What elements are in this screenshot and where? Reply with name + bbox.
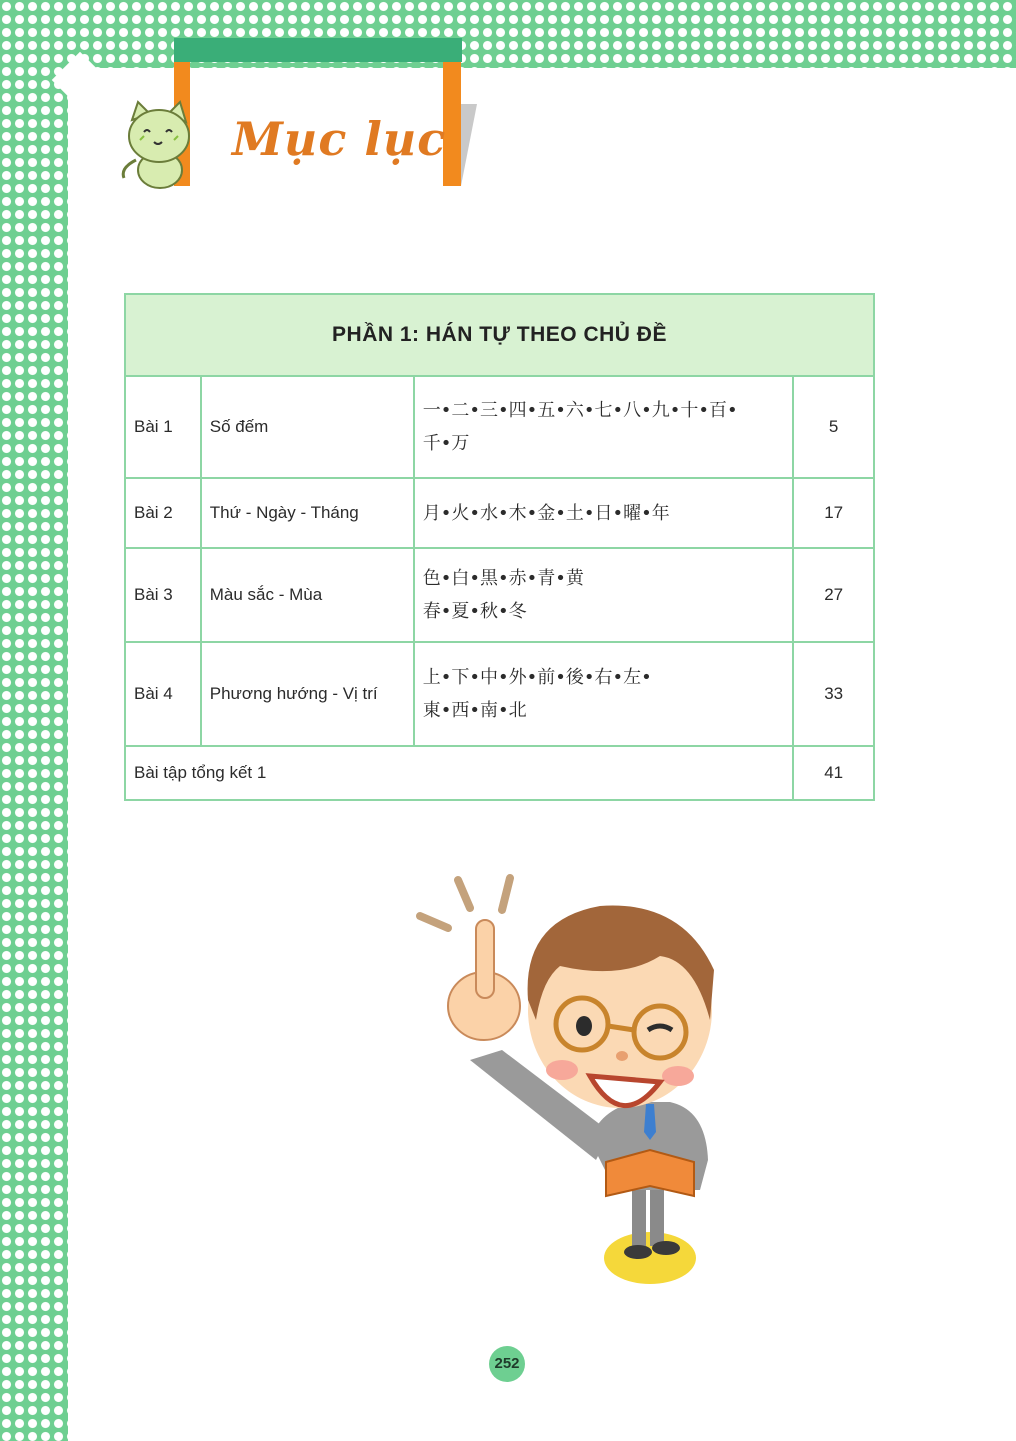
lesson-kanji (414, 642, 794, 746)
lesson-page: 17 (793, 478, 874, 548)
kanji-line: 東•西•南•北 (422, 700, 527, 721)
lesson-number: Bài 3 (125, 548, 201, 642)
kanji-line: 色•白•黒•赤•青•黄 (422, 568, 584, 589)
lesson-topic: Phương hướng - Vị trí (201, 642, 414, 746)
lesson-page: 5 (793, 376, 874, 478)
lesson-number: Bài 4 (125, 642, 201, 746)
kanji-line: 一•二•三•四•五•六•七•八•九•十•百• (422, 400, 738, 421)
kanji-line: 上•下•中•外•前•後•右•左• (422, 667, 652, 688)
section-title: PHẦN 1: HÁN TỰ THEO CHỦ ĐỀ (125, 294, 874, 376)
lesson-kanji (414, 548, 794, 642)
table-row[interactable] (125, 478, 874, 548)
cat-illustration (118, 98, 198, 190)
kanji-line: 月•火•水•木•金•土•日•曜•年 (422, 502, 670, 524)
header-tab-top (174, 38, 462, 62)
lesson-page: 33 (793, 642, 874, 746)
lesson-topic: Số đếm (201, 376, 414, 478)
page-title: Mục lục (232, 112, 447, 166)
summary-label: Bài tập tổng kết 1 (125, 746, 793, 800)
lesson-number: Bài 1 (125, 376, 201, 478)
lesson-kanji (414, 478, 794, 548)
table-row[interactable] (125, 376, 874, 478)
summary-page: 41 (793, 746, 874, 800)
kanji-line: 春•夏•秋•冬 (422, 601, 527, 622)
lesson-page: 27 (793, 548, 874, 642)
kanji-line: 千•万 (422, 433, 470, 454)
dotted-border-left (0, 0, 68, 1441)
lesson-topic: Màu sắc - Mùa (201, 548, 414, 642)
page-number: 252 (489, 1346, 525, 1382)
lesson-number: Bài 2 (125, 478, 201, 548)
lesson-topic: Thứ - Ngày - Tháng (201, 478, 414, 548)
table-of-contents (124, 293, 875, 801)
table-row[interactable] (125, 548, 874, 642)
table-row[interactable] (125, 746, 874, 800)
table-row[interactable] (125, 642, 874, 746)
dotted-border-top (0, 0, 1016, 68)
lesson-kanji (414, 376, 794, 478)
teacher-illustration (410, 870, 730, 1290)
